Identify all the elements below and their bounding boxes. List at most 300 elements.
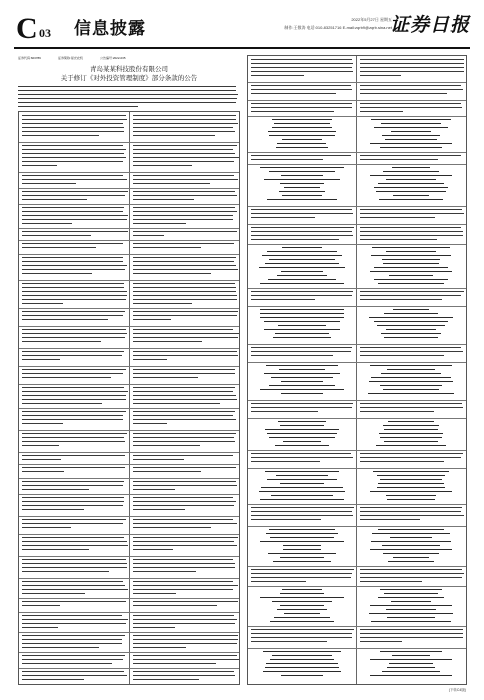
- table-cell-line: [133, 157, 239, 158]
- table-cell-line: [133, 257, 236, 258]
- table-cell-line: [133, 149, 233, 150]
- table-cell-line: [251, 351, 351, 352]
- table-cell-line: [369, 317, 453, 318]
- table-cell-line: [360, 93, 447, 94]
- table-cell-line: [133, 231, 237, 232]
- section-name: 信息披露: [74, 19, 146, 39]
- lead-paragraph: [18, 85, 240, 109]
- table-cell-line: [133, 269, 238, 270]
- table-cell-line: [283, 441, 322, 442]
- table-cell-line: [22, 291, 127, 292]
- table-cell-line: [133, 311, 238, 312]
- table-cell-line: [133, 199, 194, 200]
- table-cell-line: [251, 403, 353, 404]
- table-cell-line: [370, 143, 452, 144]
- table-cell-line: [22, 231, 128, 232]
- table-cell-line: [360, 231, 463, 232]
- table-cell-line: [269, 529, 335, 530]
- table-cell-line: [372, 247, 450, 248]
- table-cell-line: [22, 433, 127, 434]
- table-row-divider: [248, 504, 466, 505]
- table-cell-line: [360, 407, 463, 408]
- table-cell-line: [251, 515, 353, 516]
- table-cell-line: [360, 457, 461, 458]
- table-cell-line: [265, 667, 338, 668]
- table-cell-line: [368, 393, 453, 394]
- table-cell-line: [370, 271, 452, 272]
- table-row-divider: [248, 626, 466, 627]
- table-cell-line: [133, 291, 236, 292]
- table-cell-line: [133, 175, 234, 176]
- date-line: 2022年5月27日 星期五: [351, 17, 392, 22]
- table-cell-line: [22, 509, 84, 510]
- table-cell-line: [384, 593, 437, 594]
- table-cell-line: [384, 313, 438, 314]
- table-cell-line: [22, 261, 123, 262]
- table-cell-line: [133, 119, 236, 120]
- table-cell-line: [133, 123, 238, 124]
- table-cell-line: [383, 389, 438, 390]
- table-cell-line: [260, 541, 344, 542]
- table-cell-line: [133, 223, 186, 224]
- table-cell-line: [133, 153, 235, 154]
- table-cell-line: [251, 299, 315, 300]
- table-row-divider: [248, 224, 466, 225]
- table-cell-line: [268, 131, 337, 132]
- table-cell-line: [22, 287, 124, 288]
- table-cell-line: [133, 659, 239, 660]
- table-cell-line: [22, 195, 125, 196]
- table-cell-line: [22, 415, 123, 416]
- table-cell-line: [371, 621, 451, 622]
- table-cell-line: [383, 553, 440, 554]
- table-cell-line: [22, 269, 125, 270]
- table-cell-line: [251, 407, 352, 408]
- table-cell-line: [133, 341, 202, 342]
- table-cell-line: [251, 637, 352, 638]
- table-cell-line: [22, 627, 58, 628]
- table-cell-line: [133, 215, 233, 216]
- table-cell-line: [22, 485, 123, 486]
- table-cell-line: [22, 373, 123, 374]
- table-cell-line: [22, 161, 123, 162]
- continuation-table: [247, 55, 467, 685]
- table-cell-line: [22, 567, 127, 568]
- table-cell-line: [22, 411, 126, 412]
- table-cell-line: [133, 635, 238, 636]
- table-cell-line: [269, 259, 335, 260]
- table-cell-line: [22, 265, 127, 266]
- table-cell-line: [133, 549, 173, 550]
- table-cell-line: [22, 635, 125, 636]
- table-cell-line: [133, 615, 234, 616]
- table-cell-line: [133, 207, 235, 208]
- table-cell-line: [376, 445, 445, 446]
- table-cell-line: [133, 567, 235, 568]
- table-row-divider: [248, 100, 466, 101]
- table-cell-line: [133, 333, 239, 334]
- table-cell-line: [275, 333, 330, 334]
- table-cell-line: [22, 395, 126, 396]
- table-cell-line: [370, 549, 453, 550]
- table-cell-line: [133, 399, 237, 400]
- code-label: 证券代码:603789: [18, 56, 41, 60]
- table-cell-line: [133, 261, 234, 262]
- table-cell-line: [22, 601, 126, 602]
- table-cell-line: [261, 487, 343, 488]
- table-cell-line: [371, 255, 450, 256]
- table-cell-line: [360, 507, 462, 508]
- table-row-divider: [248, 526, 466, 527]
- table-cell-line: [22, 175, 123, 176]
- table-cell-line: [22, 647, 99, 648]
- table-row-divider: [19, 348, 239, 349]
- table-cell-line: [272, 601, 332, 602]
- table-cell-line: [360, 227, 461, 228]
- table-cell-line: [22, 191, 128, 192]
- table-cell-line: [282, 139, 322, 140]
- table-cell-line: [22, 299, 126, 300]
- table-cell-line: [133, 537, 238, 538]
- table-cell-line: [22, 605, 60, 606]
- table-cell-line: [260, 283, 344, 284]
- table-cell-line: [133, 415, 233, 416]
- table-cell-line: [388, 561, 434, 562]
- table-cell-line: [360, 573, 464, 574]
- table-cell-line: [386, 495, 436, 496]
- table-cell-line: [272, 127, 331, 128]
- table-cell-line: [251, 111, 334, 112]
- table-cell-line: [133, 369, 235, 370]
- table-row-divider: [248, 288, 466, 289]
- table-cell-line: [133, 541, 234, 542]
- table-cell-line: [384, 441, 437, 442]
- table-cell-line: [272, 655, 332, 656]
- table-cell-line: [371, 119, 451, 120]
- table-cell-line: [22, 663, 112, 664]
- table-row-divider: [19, 668, 239, 669]
- table-cell-line: [251, 85, 351, 86]
- table-cell-line: [251, 67, 352, 68]
- table-cell-line: [390, 537, 432, 538]
- table-cell-line: [380, 479, 442, 480]
- table-cell-line: [283, 545, 322, 546]
- table-cell-line: [22, 445, 59, 446]
- table-row-divider: [19, 652, 239, 653]
- table-row-divider: [248, 586, 466, 587]
- table-cell-line: [133, 523, 237, 524]
- table-cell-line: [133, 619, 237, 620]
- table-cell-line: [22, 341, 101, 342]
- lead-line: [18, 98, 237, 99]
- lead-line: [18, 90, 236, 91]
- table-cell-line: [360, 235, 463, 236]
- table-cell-line: [133, 509, 185, 510]
- table-cell-line: [382, 545, 439, 546]
- table-cell-line: [22, 527, 71, 528]
- table-cell-line: [22, 571, 109, 572]
- table-cell-line: [360, 111, 403, 112]
- table-cell-line: [360, 217, 435, 218]
- table-cell-line: [133, 145, 237, 146]
- table-cell-line: [22, 437, 124, 438]
- table-cell-line: [369, 381, 453, 382]
- table-cell-line: [378, 283, 444, 284]
- table-cell-line: [393, 557, 430, 558]
- table-row-divider: [19, 408, 239, 409]
- table-cell-line: [360, 209, 462, 210]
- table-cell-line: [133, 211, 237, 212]
- table-cell-line: [22, 505, 123, 506]
- table-cell-line: [251, 231, 352, 232]
- table-cell-line: [22, 377, 111, 378]
- table-cell-line: [22, 623, 126, 624]
- table-cell-line: [22, 585, 125, 586]
- table-cell-line: [360, 71, 464, 72]
- table-cell-line: [133, 387, 235, 388]
- table-cell-line: [22, 581, 123, 582]
- table-cell-line: [133, 219, 233, 220]
- table-row-divider: [19, 204, 239, 205]
- table-cell-line: [383, 263, 439, 264]
- table-cell-line: [22, 311, 125, 312]
- table-cell-line: [277, 609, 326, 610]
- table-cell-line: [360, 461, 444, 462]
- table-row-divider: [19, 612, 239, 613]
- table-cell-line: [133, 273, 211, 274]
- table-cell-line: [275, 445, 329, 446]
- table-row-divider: [19, 142, 239, 143]
- table-cell-line: [22, 153, 124, 154]
- table-cell-line: [360, 89, 463, 90]
- table-cell-line: [22, 303, 63, 304]
- table-cell-line: [251, 453, 351, 454]
- table-cell-line: [22, 211, 123, 212]
- table-cell-line: [391, 131, 430, 132]
- table-row-divider: [19, 308, 239, 309]
- table-cell-line: [133, 593, 176, 594]
- table-cell-line: [133, 497, 233, 498]
- table-cell-line: [22, 149, 126, 150]
- table-cell-line: [360, 637, 463, 638]
- table-cell-line: [22, 501, 124, 502]
- table-cell-line: [22, 659, 123, 660]
- table-cell-line: [133, 563, 235, 564]
- table-cell-line: [22, 199, 87, 200]
- table-cell-line: [380, 589, 441, 590]
- table-row-divider: [248, 400, 466, 401]
- table-row-divider: [19, 556, 239, 557]
- table-cell-line: [251, 641, 327, 642]
- table-cell-line: [251, 581, 306, 582]
- table-cell-line: [251, 457, 353, 458]
- table-cell-line: [133, 391, 233, 392]
- table-cell-line: [251, 461, 320, 462]
- table-cell-line: [385, 139, 436, 140]
- table-cell-line: [22, 131, 124, 132]
- table-cell-line: [133, 581, 233, 582]
- table-cell-line: [22, 295, 127, 296]
- table-cell-line: [265, 263, 339, 264]
- table-cell-line: [133, 243, 234, 244]
- table-row-divider: [19, 598, 239, 599]
- table-cell-line: [284, 613, 321, 614]
- table-cell-line: [133, 623, 235, 624]
- table-cell-line: [22, 497, 124, 498]
- table-cell-line: [22, 541, 127, 542]
- table-cell-line: [280, 557, 325, 558]
- table-cell-line: [280, 593, 324, 594]
- table-cell-line: [251, 577, 351, 578]
- table-cell-line: [133, 359, 167, 360]
- table-cell-line: [384, 429, 437, 430]
- table-cell-line: [269, 135, 334, 136]
- table-cell-line: [264, 373, 339, 374]
- table-cell-line: [374, 267, 448, 268]
- table-cell-line: [266, 533, 337, 534]
- table-cell-line: [392, 655, 430, 656]
- table-cell-line: [380, 385, 441, 386]
- table-cell-line: [133, 411, 235, 412]
- lead-line: [18, 106, 138, 107]
- table-cell-line: [274, 617, 330, 618]
- table-cell-line: [22, 519, 126, 520]
- table-cell-line: [251, 235, 353, 236]
- table-row-divider: [248, 82, 466, 83]
- table-cell-line: [251, 159, 323, 160]
- table-cell-line: [22, 183, 76, 184]
- table-cell-line: [133, 295, 237, 296]
- table-row-divider: [19, 384, 239, 385]
- table-cell-line: [282, 195, 322, 196]
- table-cell-line: [22, 215, 128, 216]
- table-cell-line: [133, 165, 192, 166]
- table-cell-line: [251, 107, 352, 108]
- table-cell-line: [22, 639, 122, 640]
- table-cell-line: [267, 433, 337, 434]
- table-row-divider: [248, 306, 466, 307]
- table-cell-line: [22, 333, 127, 334]
- table-row-divider: [19, 280, 239, 281]
- table-row-divider: [248, 152, 466, 153]
- table-cell-line: [133, 679, 199, 680]
- announcement-number: 公告编号:2022-035: [100, 56, 126, 60]
- table-cell-line: [360, 629, 463, 630]
- table-cell-line: [133, 467, 236, 468]
- table-cell-line: [360, 59, 464, 60]
- table-cell-line: [22, 481, 124, 482]
- table-cell-line: [251, 633, 352, 634]
- table-cell-line: [388, 421, 435, 422]
- table-cell-line: [22, 467, 125, 468]
- table-cell-line: [277, 143, 326, 144]
- table-cell-line: [269, 437, 335, 438]
- table-cell-line: [22, 127, 124, 128]
- table-cell-line: [360, 63, 464, 64]
- table-cell-line: [22, 247, 96, 248]
- table-row-divider: [248, 344, 466, 345]
- table-row-divider: [19, 188, 239, 189]
- lead-line: [18, 86, 236, 87]
- table-cell-line: [133, 437, 234, 438]
- table-cell-line: [264, 329, 339, 330]
- table-cell-line: [280, 483, 323, 484]
- table-cell-line: [133, 441, 235, 442]
- table-cell-line: [133, 377, 198, 378]
- table-cell-line: [283, 549, 321, 550]
- table-row-divider: [19, 240, 239, 241]
- table-cell-line: [259, 491, 345, 492]
- table-cell-line: [360, 453, 463, 454]
- table-cell-line: [133, 403, 220, 404]
- table-cell-line: [278, 421, 325, 422]
- table-cell-line: [22, 223, 72, 224]
- table-cell-line: [22, 619, 128, 620]
- table-cell-line: [380, 147, 442, 148]
- table-cell-line: [379, 199, 443, 200]
- table-cell-line: [133, 545, 237, 546]
- table-cell-line: [251, 573, 352, 574]
- table-row-divider: [19, 478, 239, 479]
- table-cell-line: [270, 621, 334, 622]
- table-cell-line: [133, 663, 216, 664]
- table-cell-line: [379, 433, 443, 434]
- table-row-divider: [19, 228, 239, 229]
- table-cell-line: [382, 259, 440, 260]
- table-cell-line: [360, 103, 461, 104]
- table-cell-line: [22, 235, 91, 236]
- table-cell-line: [251, 239, 339, 240]
- table-cell-line: [259, 267, 344, 268]
- table-cell-line: [251, 291, 353, 292]
- table-cell-line: [267, 199, 338, 200]
- table-cell-line: [370, 175, 452, 176]
- table-cell-line: [251, 59, 352, 60]
- table-cell-line: [281, 271, 323, 272]
- table-cell-line: [22, 369, 126, 370]
- section-letter: C: [16, 12, 38, 45]
- table-cell-line: [22, 537, 124, 538]
- table-cell-line: [22, 257, 123, 258]
- table-cell-line: [22, 615, 122, 616]
- table-cell-line: [360, 351, 463, 352]
- table-cell-line: [387, 369, 436, 370]
- table-cell-line: [133, 627, 175, 628]
- table-cell-line: [262, 255, 341, 256]
- table-cell-line: [22, 423, 63, 424]
- table-cell-line: [374, 187, 448, 188]
- table-cell-line: [260, 167, 344, 168]
- table-cell-line: [133, 559, 233, 560]
- table-cell-line: [22, 165, 57, 166]
- table-cell-line: [360, 577, 462, 578]
- table-row-divider: [248, 244, 466, 245]
- table-cell-line: [22, 157, 126, 158]
- table-cell-line: [360, 291, 464, 292]
- table-cell-line: [386, 329, 436, 330]
- table-cell-line: [360, 633, 463, 634]
- table-cell-line: [266, 663, 337, 664]
- table-cell-line: [281, 393, 322, 394]
- table-cell-line: [271, 377, 333, 378]
- table-cell-line: [370, 365, 452, 366]
- table-cell-line: [133, 585, 238, 586]
- paper-logo: 证券日报: [389, 14, 470, 36]
- table-cell-line: [133, 419, 236, 420]
- table-cell-line: [260, 309, 344, 310]
- table-cell-line: [378, 183, 444, 184]
- table-cell-line: [133, 445, 200, 446]
